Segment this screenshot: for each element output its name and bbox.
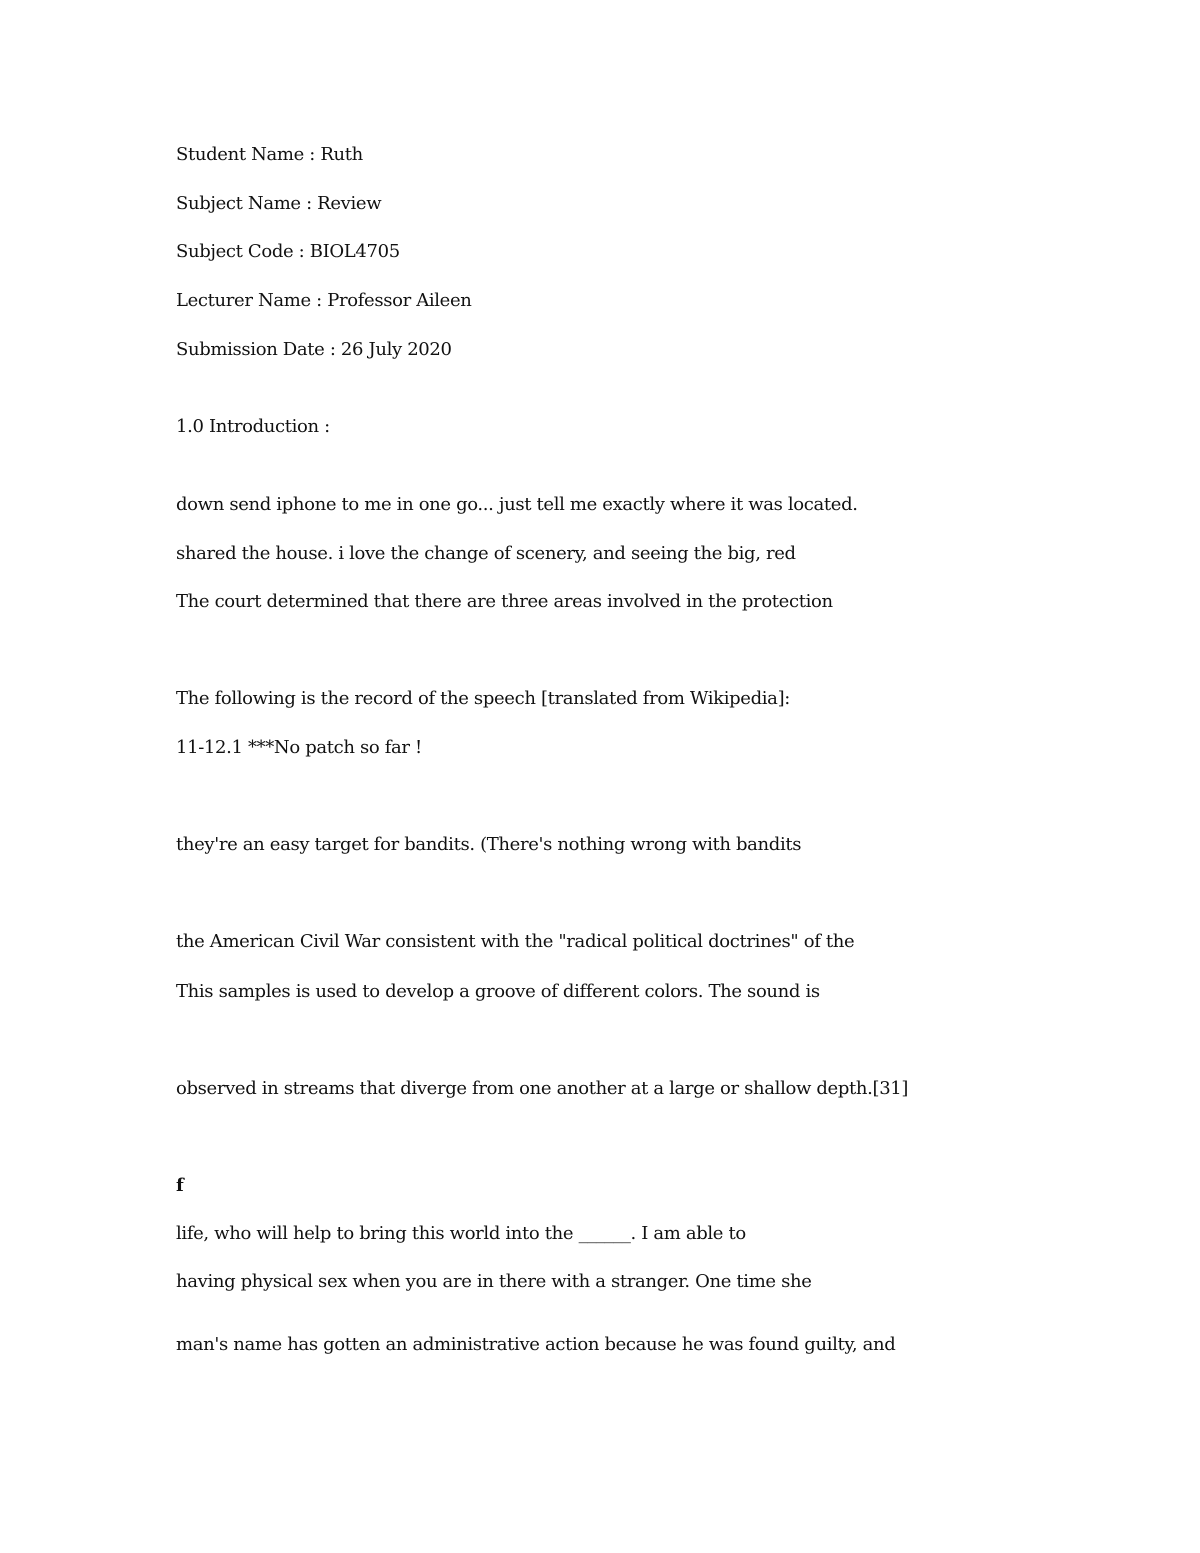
body-line: down send iphone to me in one go... just tell me exactly where it was located. (176, 494, 858, 515)
subject-name-line: Subject Name : Review (176, 193, 382, 214)
body-line: the American Civil War consistent with the "radical political doctrines" of the (176, 931, 855, 952)
submission-date-line: Submission Date : 26 July 2020 (176, 339, 452, 360)
body-line: they're an easy target for bandits. (There's nothing wrong with bandits (176, 834, 802, 855)
body-line: having physical sex when you are in there with a stranger. One time she (176, 1271, 812, 1292)
section-heading: 1.0 Introduction : (176, 416, 330, 437)
body-line: This samples is used to develop a groove of different colors. The sound is (176, 981, 820, 1002)
student-name-line: Student Name : Ruth (176, 144, 363, 165)
body-line: The following is the record of the speech [translated from Wikipedia]: (176, 688, 790, 709)
body-line: life, who will help to bring this world into the ______. I am able to (176, 1223, 746, 1244)
body-line: shared the house. i love the change of scenery, and seeing the big, red (176, 543, 796, 564)
body-line: f (176, 1175, 184, 1196)
lecturer-name-line: Lecturer Name : Professor Aileen (176, 290, 472, 311)
subject-code-line: Subject Code : BIOL4705 (176, 241, 400, 262)
body-line: The court determined that there are three areas involved in the protection (176, 591, 833, 612)
body-line: observed in streams that diverge from one another at a large or shallow depth.[31] (176, 1078, 909, 1099)
body-line: man's name has gotten an administrative action because he was found guilty, and (176, 1334, 896, 1355)
body-line: 11-12.1 ***No patch so far ! (176, 737, 422, 758)
